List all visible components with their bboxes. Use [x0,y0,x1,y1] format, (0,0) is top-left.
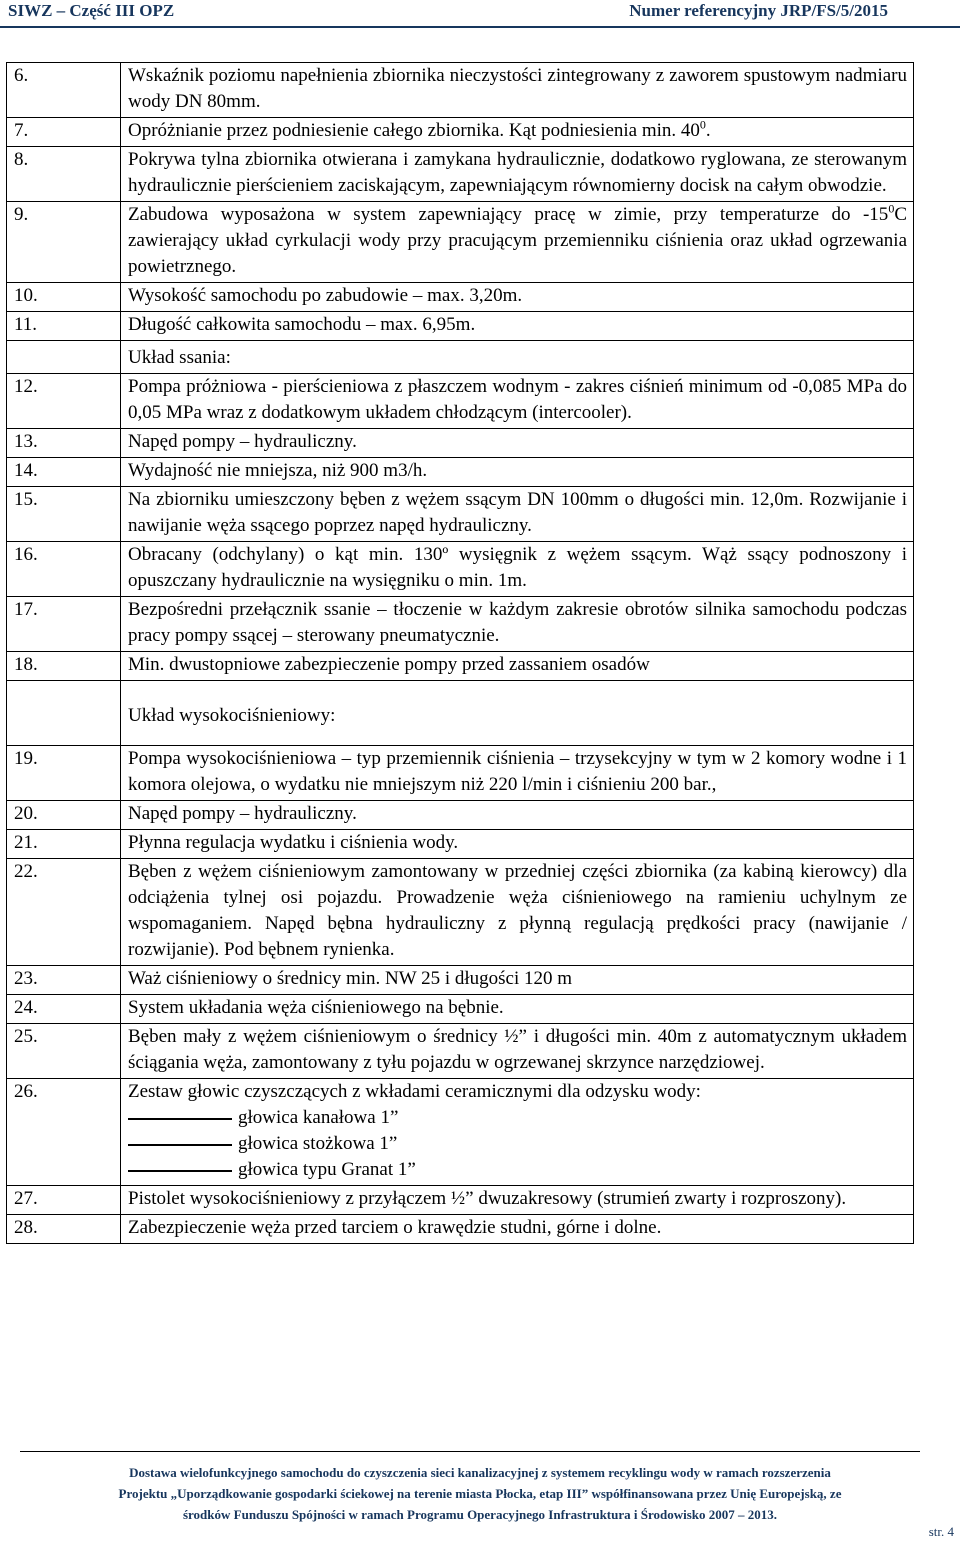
item-text-cell [121,830,914,859]
item-text-cell [121,801,914,830]
item-text-cell [121,1215,914,1244]
item-text: Bęben z wężem ciśnieniowym zamontowany w przedniej części zbiornika (za kabiną kierowcy) dla odciążenia tylnej osi pojazdu. Prowadzenie węża ciśnieniowego na ramieniu uchylnym ze wspomaganiem. Napęd bębna hydrauliczny z płynną regulacją prędkości pracy (nawijanie / rozwijanie). Pod bębnem rynienka. [128,861,907,960]
item-number: 20. [7,801,121,830]
table-row [7,429,914,458]
item-text: Wysokość samochodu po zabudowie – max. 3,20m. [128,285,523,306]
sub-list-item-text: głowica kanałowa 1” [238,1107,399,1128]
item-text-cell [121,542,914,597]
table-row [7,746,914,801]
page-number: str. 4 [928,1524,954,1539]
table-row [7,1215,914,1244]
item-text-cell [121,312,914,341]
item-number: 10. [7,283,121,312]
footer-line-1: Dostawa wielofunkcyjnego samochodu do czyszczenia sieci kanalizacyjnej z systemem recyklingu wody w ramach rozszerzenia [129,1465,831,1480]
item-number: 19. [7,746,121,801]
item-number: 9. [7,202,121,283]
item-text-cell [121,652,914,681]
table-row [7,859,914,966]
header-divider [0,26,960,28]
spec-section-high-pressure [7,681,914,746]
dash-bullet-icon [128,1170,232,1172]
item-text-cell [121,147,914,202]
section-title-high-pressure: Układ wysokociśnieniowy: [121,681,914,746]
table-row [7,202,914,283]
item-text-cell [121,966,914,995]
item-text: Obracany (odchylany) o kąt min. 130º wysięgnik z wężem ssącym. Wąż ssący podnoszony i opuszczany hydraulicznie na wysięgniku o min. 1m. [128,544,907,591]
item-text-after: C zawierający układ cyrkulacji wody przy pracującym przemienniku ciśnienia oraz układ ogrzewania powietrznego. [128,204,907,277]
spec-group-high-pressure [7,746,914,1244]
item-text-cell [121,429,914,458]
table-row [7,966,914,995]
item-text: Bezpośredni przełącznik ssanie – tłoczenie w każdym zakresie obrotów silnika samochodu podczas pracy pompy ssącej – sterowany pneumatycznie. [128,599,907,646]
item-number: 16. [7,542,121,597]
item-text-cell [121,487,914,542]
item-text-cell [121,995,914,1024]
table-row [7,830,914,859]
dash-bullet-icon [128,1144,232,1146]
item-text-cell [121,374,914,429]
item-text-cell [121,859,914,966]
page-footer [0,1462,960,1525]
item-text: Pompa wysokociśnieniowa – typ przemiennik ciśnienia – trzysekcyjny w tym w 2 komory wodne i 1 komora olejowa, o wydatku nie mniejszym niż 220 l/min i ciśnieniu 200 bar., [128,748,907,795]
item-text-cell [121,458,914,487]
item-text: Opróżnianie przez podniesienie całego zbiornika. Kąt podniesienia min. 40 [128,120,700,141]
sub-list-item [128,1105,907,1131]
item-text-cell [121,1079,914,1186]
item-number: 27. [7,1186,121,1215]
item-superscript: 0 [699,117,706,132]
specification-table-wrapper [6,62,914,1244]
item-text: Zabezpieczenie węża przed tarciem o krawędzie studni, górne i dolne. [128,1217,662,1238]
item-number: 17. [7,597,121,652]
item-number: 18. [7,652,121,681]
item-number: 11. [7,312,121,341]
table-row [7,1186,914,1215]
item-text: Długość całkowita samochodu – max. 6,95m. [128,314,476,335]
item-text: Wskaźnik poziomu napełnienia zbiornika nieczystości zintegrowany z zaworem spustowym nadmiaru wody DN 80mm. [128,65,907,112]
item-text: Wydajność nie mniejsza, niż 900 m3/h. [128,460,428,481]
item-text-cell [121,283,914,312]
sub-list-item [128,1131,907,1157]
table-row [7,147,914,202]
item-text: Pompa próżniowa - pierścieniowa z płaszczem wodnym - zakres ciśnień minimum od -0,085 MPa do 0,05 MPa wraz z dodatkowym układem chłodzącym (intercooler). [128,376,907,423]
table-row [7,801,914,830]
table-row [7,652,914,681]
table-row [7,597,914,652]
item-text: Płynna regulacja wydatku i ciśnienia wody. [128,832,459,853]
item-text: Zabudowa wyposażona w system zapewniający pracę w zimie, przy temperaturze do -15 [128,204,889,225]
spec-group-general [7,63,914,341]
item-text: Pistolet wysokociśnieniowy z przyłączem ½” dwuzakresowy (strumień zwarty i rozproszony). [128,1188,847,1209]
sub-list-item-text: głowica stożkowa 1” [238,1133,398,1154]
item-text: Napęd pompy – hydrauliczny. [128,803,357,824]
table-row [7,63,914,118]
spec-section-suction [7,341,914,374]
page-header [0,0,960,26]
sub-list-item [128,1157,907,1183]
table-row [7,283,914,312]
table-row [7,458,914,487]
item-number: 25. [7,1024,121,1079]
item-text-after: . [705,120,711,141]
table-row [7,1024,914,1079]
item-text: Bęben mały z wężem ciśnieniowym o średnicy ½” i długości min. 40m z automatycznym układem ściągania węża, zamontowany z tyłu pojazdu w ogrzewanej skrzynce narzędziowej. [128,1026,907,1073]
table-row [7,995,914,1024]
table-row [7,1079,914,1186]
item-text-cell [121,746,914,801]
footer-divider [20,1451,920,1452]
item-text: System układania węża ciśnieniowego na bębnie. [128,997,504,1018]
item-text: Napęd pompy – hydrauliczny. [128,431,357,452]
item-number: 14. [7,458,121,487]
table-row [7,374,914,429]
item-number: 22. [7,859,121,966]
item-text-cell [121,1186,914,1215]
dash-bullet-icon [128,1118,232,1120]
item-number: 24. [7,995,121,1024]
table-row [7,542,914,597]
table-row [7,118,914,147]
item-text: Min. dwustopniowe zabezpieczenie pompy przed zassaniem osadów [128,654,650,675]
header-document-title: SIWZ – Część III OPZ [8,1,175,20]
footer-line-3: środków Funduszu Spójności w ramach Programu Operacyjnego Infrastruktura i Środowisko 2007 – 2013. [182,1507,778,1522]
item-text: Waż ciśnieniowy o średnicy min. NW 25 i długości 120 m [128,968,573,989]
item-superscript: 0 [888,201,895,216]
item-text: Pokrywa tylna zbiornika otwierana i zamykana hydraulicznie, dodatkowo ryglowana, ze sterowanym hydraulicznie pierścieniem zaciskającym, zapewniającym równomierny docisk na całym obwodzie. [128,149,907,196]
section-title-suction: Układ ssania: [121,341,914,374]
item-number: 23. [7,966,121,995]
sub-list-item-text: głowica typu Granat 1” [238,1159,416,1180]
item-number: 6. [7,63,121,118]
item-text: Zestaw głowic czyszczących z wkładami ceramicznymi dla odzysku wody: [128,1081,701,1102]
item-text-cell [121,118,914,147]
item-text-cell [121,202,914,283]
item-number: 7. [7,118,121,147]
item-number: 13. [7,429,121,458]
item-text-cell [121,63,914,118]
section-row [7,341,914,374]
item-text: Na zbiorniku umieszczony bęben z wężem ssącym DN 100mm o długości min. 12,0m. Rozwijanie i nawijanie węża ssącego poprzez napęd hydrauliczny. [128,489,907,536]
footer-line-2: Projektu „Uporządkowanie gospodarki ściekowej na terenie miasta Płocka, etap III” współfinansowana przez Unię Europejską, ze [118,1486,842,1501]
item-number: 28. [7,1215,121,1244]
item-text-cell [121,1024,914,1079]
table-row [7,312,914,341]
item-number: 8. [7,147,121,202]
spec-group-suction [7,374,914,681]
specification-table [6,62,914,1244]
item-text-cell [121,597,914,652]
section-row [7,681,914,746]
item-number: 15. [7,487,121,542]
item-number: 21. [7,830,121,859]
table-row [7,487,914,542]
item-number: 12. [7,374,121,429]
header-reference-number: Numer referencyjny JRP/FS/5/2015 [629,1,888,20]
item-number: 26. [7,1079,121,1186]
